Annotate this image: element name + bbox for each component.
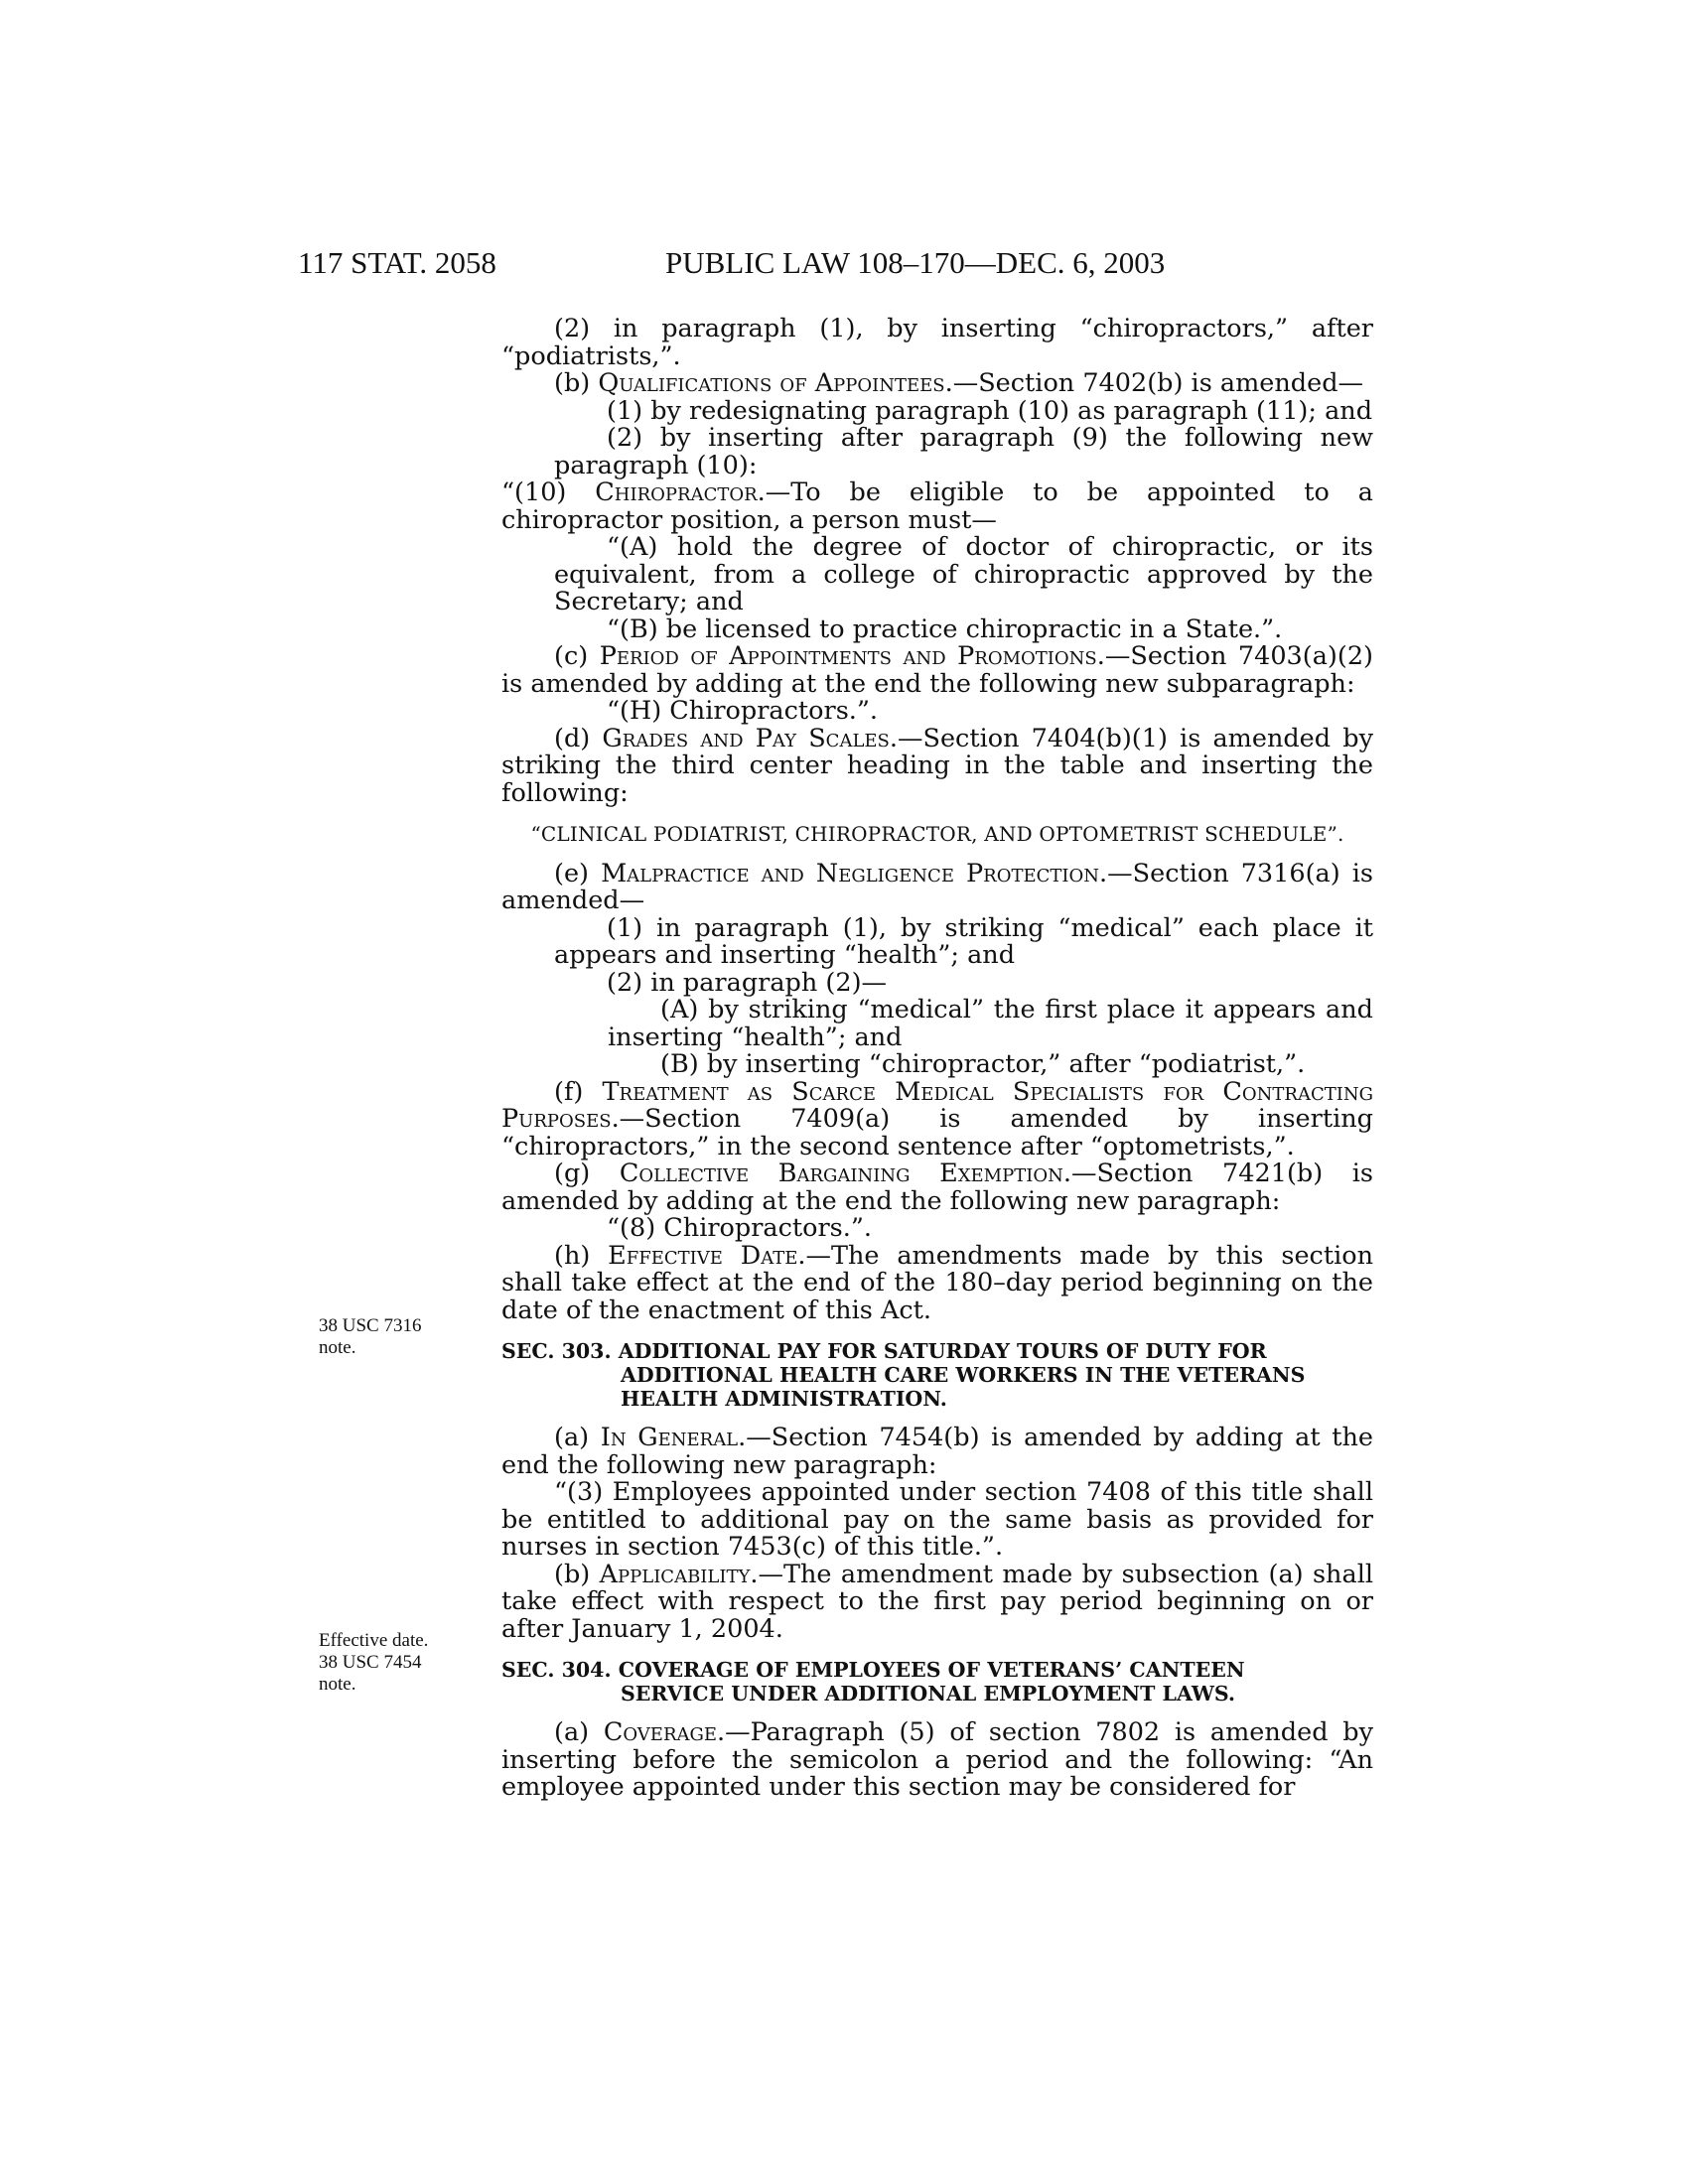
subsection-heading: Collective Bargaining Exemption: [619, 1159, 1063, 1188]
subsection-heading: Effective Date: [608, 1240, 798, 1271]
subsection-e-malpractice: (e) Malpractice and Negligence Protection.—Section 7316(a) is amended—: [501, 858, 1374, 915]
subsection-b-qualifications: (b) Qualifications of Appointees.—Section 7402(b) is amended—: [554, 368, 1364, 398]
paragraph-2-chiropractors: (2) in paragraph (1), by inserting “chiropractors,” after “podiatrists,”.: [501, 314, 1373, 371]
quoted-heading: Chiropractor: [595, 478, 758, 507]
section-304-heading: SEC. 304. COVERAGE OF EMPLOYEES OF VETERANS’ CANTEEN SERVICE UNDER ADDITIONAL EMPLOYMENT LAWS.: [501, 1658, 1245, 1706]
quoted-subparagraph-h: “(H) Chiropractors.”.: [607, 696, 879, 726]
quoted-paragraph-10: “(10) Chiropractor.—To be eligible to be appointed to a chiropractor position, a person must—: [501, 478, 1373, 535]
subparagraph-e-2-b: (B) by inserting “chiropractor,” after “podiatrist,”.: [660, 1049, 1306, 1079]
quoted-subparagraph-a: “(A) hold the degree of doctor of chiropractic, or its equivalent, from a college of chiropractic approved by the Secretary; and: [554, 532, 1373, 616]
subsection-heading: Qualifications of Appointees: [598, 368, 945, 398]
stat-page-number: 117 STAT. 2058: [298, 245, 496, 280]
subsection-heading: Malpractice and Negligence Protection: [601, 858, 1100, 888]
paragraph-b-1: (1) by redesignating paragraph (10) as paragraph (11); and: [607, 395, 1373, 426]
subsection-heading: In General: [600, 1423, 739, 1452]
quoted-paragraph-3: “(3) Employees appointed under section 7408 of this title shall be entitled to additional pay on the same basis as provided for nurses in section 7453(c) of this title.”.: [501, 1477, 1373, 1562]
subsection-g-collective-bargaining: (g) Collective Bargaining Exemption.—Section 7421(b) is amended by adding at the end the following new paragraph:: [501, 1159, 1373, 1216]
subsection-h-effective-date: (h) Effective Date.—The amendments made by this section shall take effect at the end of the 180–day period beginning on the date of the enactment of this Act.: [501, 1240, 1373, 1325]
subsection-f-treatment: (f) Treatment as Scarce Medical Specialists for Contracting Purposes.—Section 7409(a) is amended by inserting “chiropractors,” in the second sentence after “optometrists,”.: [501, 1076, 1374, 1161]
margin-note-38-usc-7316: [319, 1315, 421, 1359]
subsection-c-period: (c) Period of Appointments and Promotions.—Section 7403(a)(2) is amended by adding at the end the following new subparagraph:: [501, 641, 1373, 699]
margin-note-line: Effective date.: [319, 1630, 429, 1651]
subsection-heading: Coverage: [603, 1717, 718, 1747]
subsection-heading: Grades and Pay Scales: [602, 723, 890, 753]
subsection-heading: Treatment as Scarce Medical Specialists for Contracting Purposes: [501, 1076, 1374, 1134]
subsection-heading: Applicability: [599, 1559, 751, 1589]
paragraph-b-2: (2) by inserting after paragraph (9) the following new paragraph (10):: [554, 423, 1373, 480]
section-304-subsection-a: (a) Coverage.—Paragraph (5) of section 7802 is amended by inserting before the semicolon a period and the following: “An employee appointed under this section may be considered for: [501, 1717, 1373, 1802]
margin-note-line: 38 USC 7454: [319, 1652, 422, 1673]
section-303-subsection-a: (a) In General.—Section 7454(b) is amended by adding at the end the following new paragraph:: [501, 1423, 1373, 1480]
subsection-d-grades: (d) Grades and Pay Scales.—Section 7404(b)(1) is amended by striking the third center heading in the table and inserting the following:: [501, 723, 1373, 808]
document-body: [501, 316, 1373, 1802]
section-303-heading: SEC. 303. ADDITIONAL PAY FOR SATURDAY TOURS OF DUTY FOR ADDITIONAL HEALTH CARE WORKERS IN THE VETERANS HEALTH ADMINISTRATION.: [501, 1339, 1306, 1411]
subsection-heading: Period of Appointments and Promotions: [599, 641, 1097, 671]
section-303-subsection-b: (b) Applicability.—The amendment made by subsection (a) shall take effect with respect to the first pay period beginning on or after January 1, 2004.: [501, 1559, 1373, 1644]
schedule-heading: “CLINICAL PODIATRIST, CHIROPRACTOR, AND OPTOMETRIST SCHEDULE”.: [530, 822, 1344, 846]
subparagraph-e-2-a: (A) by striking “medical” the first place it appears and inserting “health”; and: [608, 995, 1373, 1052]
paragraph-e-2: (2) in paragraph (2)—: [607, 967, 888, 998]
quoted-paragraph-8: “(8) Chiropractors.”.: [607, 1213, 873, 1243]
margin-note-line: note.: [319, 1674, 356, 1695]
margin-note-line: note.: [319, 1337, 356, 1358]
paragraph-e-1: (1) in paragraph (1), by striking “medical” each place it appears and inserting “health”; and: [554, 912, 1373, 970]
quoted-subparagraph-b: “(B) be licensed to practice chiropractic in a State.”.: [607, 614, 1283, 644]
margin-note-effective-date: [319, 1630, 428, 1696]
running-header: [298, 245, 1370, 285]
margin-note-line: 38 USC 7316: [319, 1315, 422, 1336]
public-law-title: PUBLIC LAW 108–170—DEC. 6, 2003: [665, 245, 1166, 280]
